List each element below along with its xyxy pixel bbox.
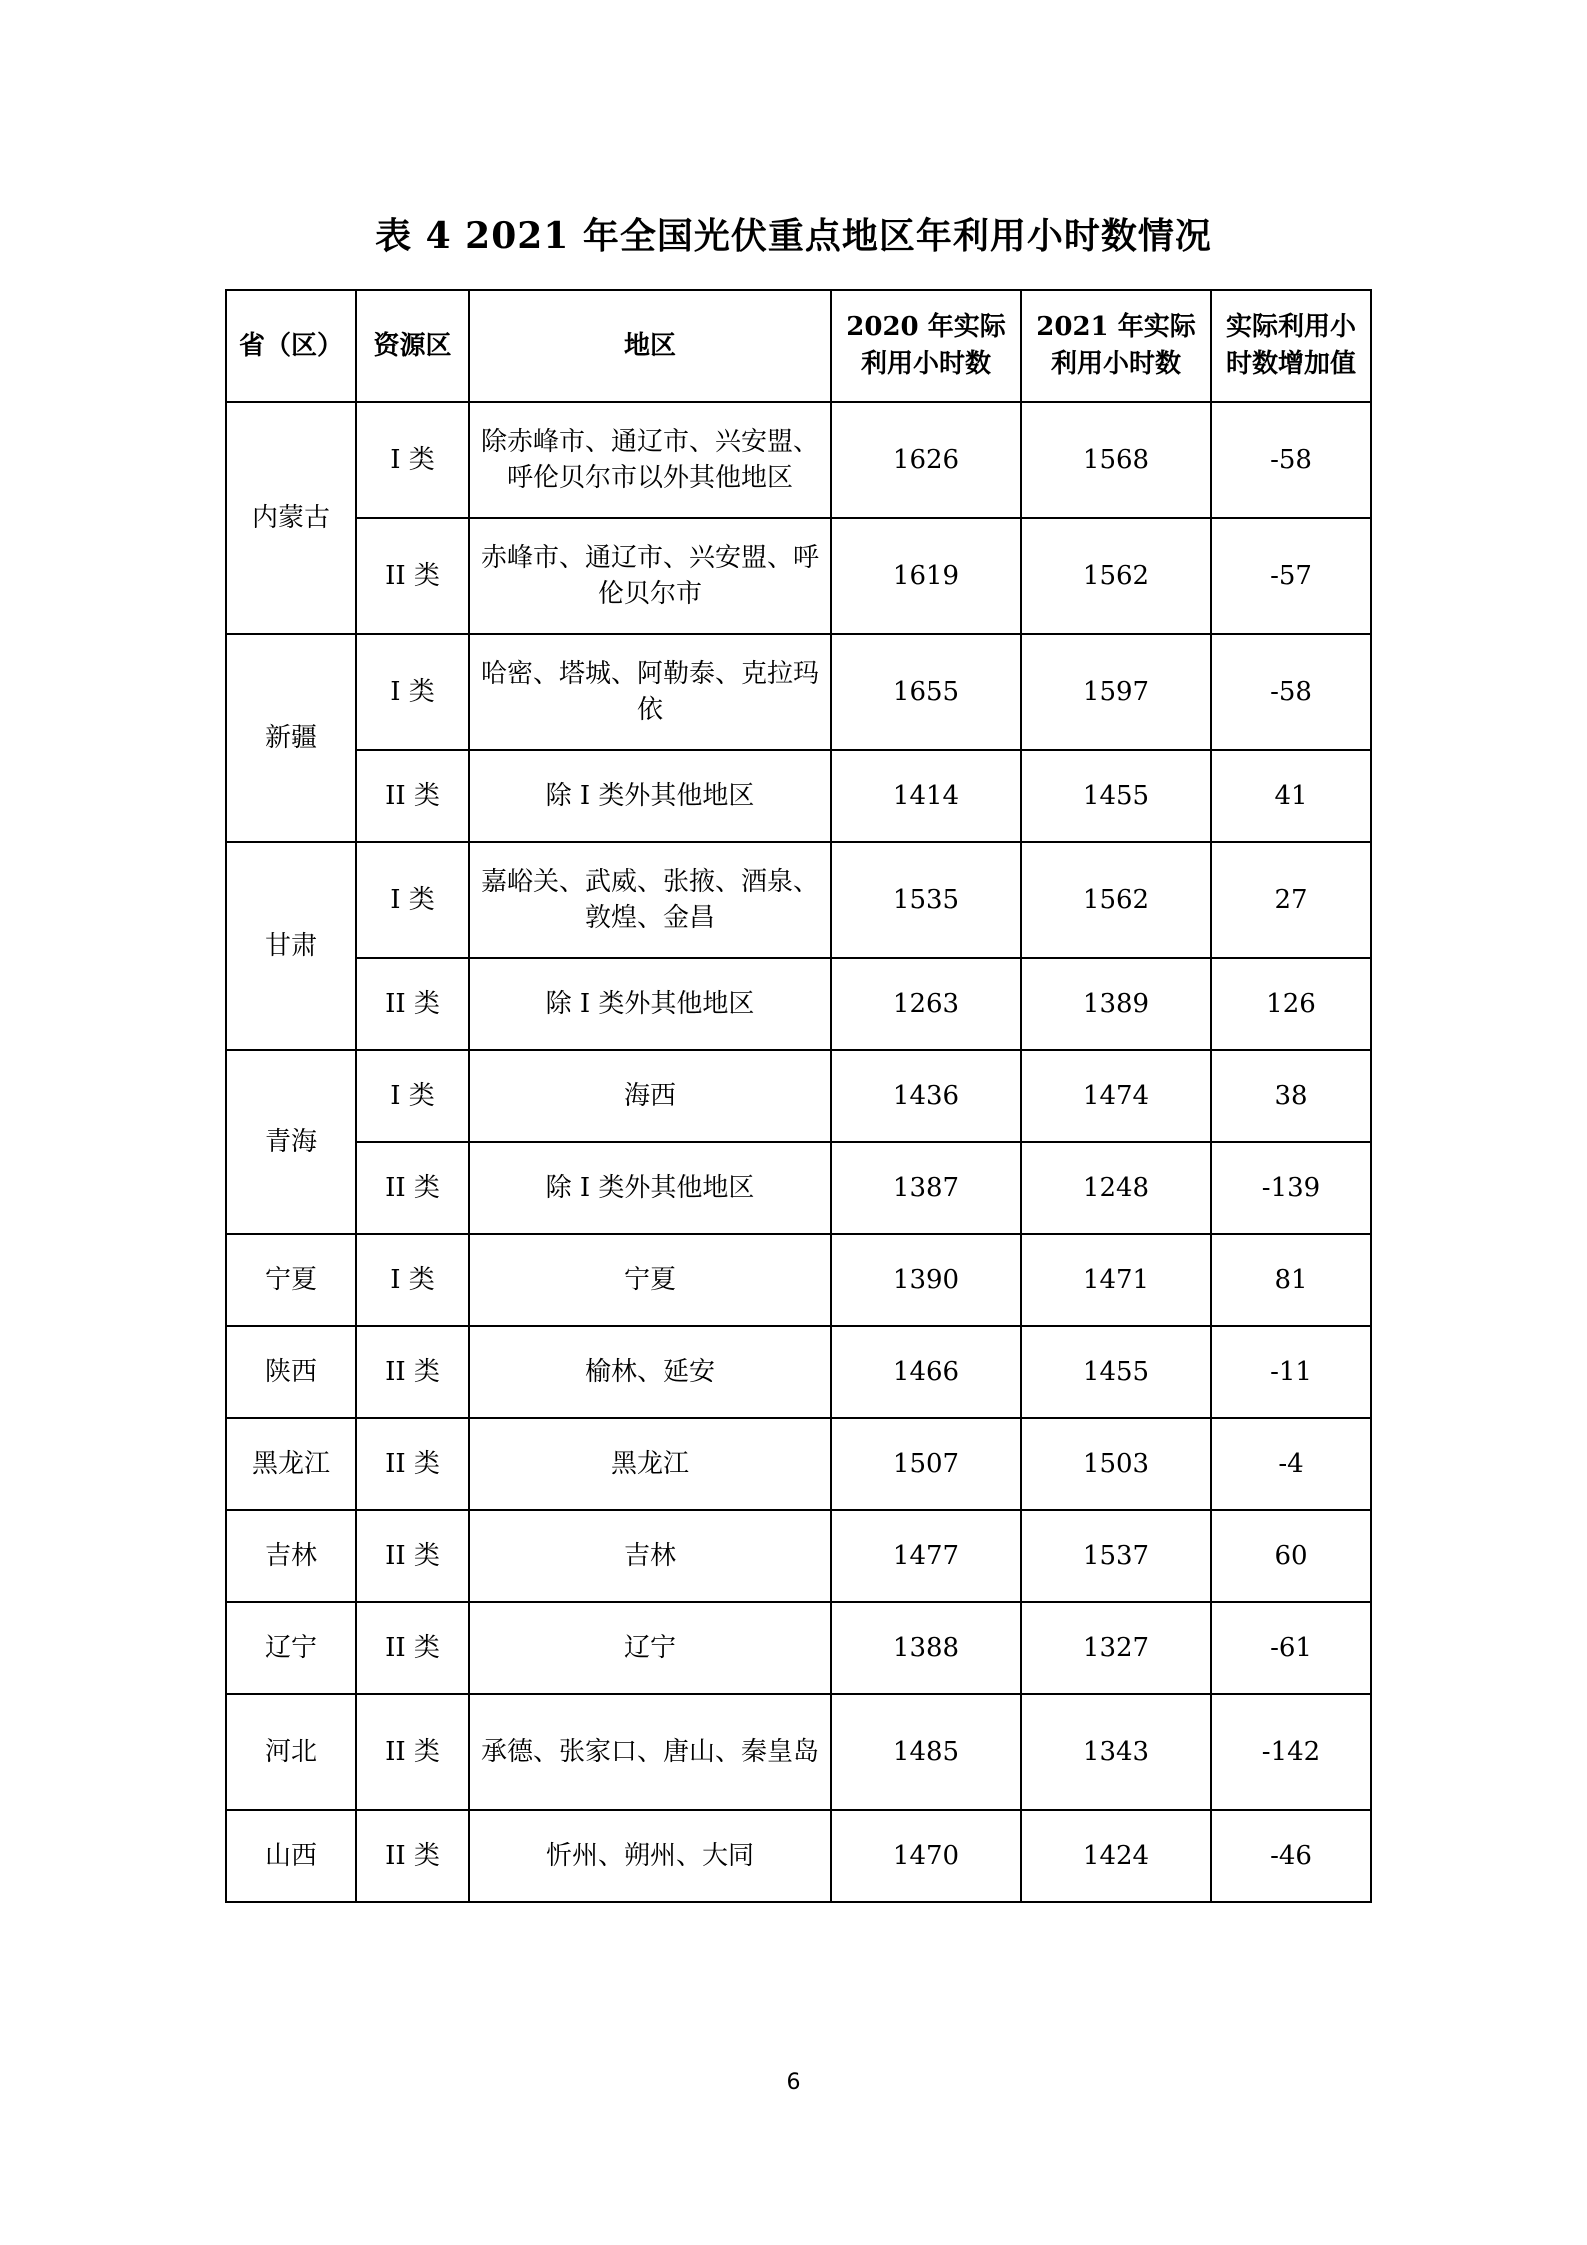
region-cell: 海西 bbox=[469, 1050, 831, 1142]
region-cell: 哈密、塔城、阿勒泰、克拉玛依 bbox=[469, 634, 831, 750]
hours-2020-cell: 1414 bbox=[831, 750, 1021, 842]
increase-cell: 126 bbox=[1211, 958, 1371, 1050]
hours-2021-cell: 1424 bbox=[1021, 1810, 1211, 1902]
table-header-row bbox=[226, 290, 1371, 402]
hours-2021-cell: 1327 bbox=[1021, 1602, 1211, 1694]
zone-cell: II 类 bbox=[356, 750, 469, 842]
zone-cell: II 类 bbox=[356, 518, 469, 634]
increase-cell: 81 bbox=[1211, 1234, 1371, 1326]
utilization-hours-table bbox=[225, 289, 1372, 1903]
hours-2021-cell: 1455 bbox=[1021, 1326, 1211, 1418]
hours-2020-cell: 1655 bbox=[831, 634, 1021, 750]
zone-cell: I 类 bbox=[356, 842, 469, 958]
region-cell: 黑龙江 bbox=[469, 1418, 831, 1510]
province-cell: 青海 bbox=[226, 1050, 356, 1234]
hours-2021-cell: 1389 bbox=[1021, 958, 1211, 1050]
table-row bbox=[226, 518, 1371, 634]
region-cell: 除赤峰市、通辽市、兴安盟、呼伦贝尔市以外其他地区 bbox=[469, 402, 831, 518]
table-row bbox=[226, 1326, 1371, 1418]
province-cell: 陕西 bbox=[226, 1326, 356, 1418]
hours-2021-cell: 1248 bbox=[1021, 1142, 1211, 1234]
increase-cell: -139 bbox=[1211, 1142, 1371, 1234]
table-title: 表 4 2021 年全国光伏重点地区年利用小时数情况 bbox=[375, 215, 1212, 257]
region-cell: 承德、张家口、唐山、秦皇岛 bbox=[469, 1694, 831, 1810]
hours-2020-cell: 1387 bbox=[831, 1142, 1021, 1234]
increase-cell: -58 bbox=[1211, 634, 1371, 750]
province-cell: 新疆 bbox=[226, 634, 356, 842]
zone-cell: I 类 bbox=[356, 1050, 469, 1142]
increase-cell: 38 bbox=[1211, 1050, 1371, 1142]
table-row bbox=[226, 634, 1371, 750]
hours-2021-cell: 1503 bbox=[1021, 1418, 1211, 1510]
increase-cell: 27 bbox=[1211, 842, 1371, 958]
region-cell: 宁夏 bbox=[469, 1234, 831, 1326]
table-row bbox=[226, 402, 1371, 518]
table-row bbox=[226, 1602, 1371, 1694]
table-row bbox=[226, 1234, 1371, 1326]
table-row bbox=[226, 1142, 1371, 1234]
page-number: 6 bbox=[786, 2070, 801, 2095]
region-cell: 除 I 类外其他地区 bbox=[469, 958, 831, 1050]
province-cell: 河北 bbox=[226, 1694, 356, 1810]
increase-cell: -57 bbox=[1211, 518, 1371, 634]
zone-cell: II 类 bbox=[356, 1510, 469, 1602]
zone-cell: II 类 bbox=[356, 958, 469, 1050]
region-cell: 赤峰市、通辽市、兴安盟、呼伦贝尔市 bbox=[469, 518, 831, 634]
province-cell: 内蒙古 bbox=[226, 402, 356, 634]
header-region: 地区 bbox=[469, 290, 831, 402]
increase-cell: -11 bbox=[1211, 1326, 1371, 1418]
table-row bbox=[226, 842, 1371, 958]
province-cell: 辽宁 bbox=[226, 1602, 356, 1694]
zone-cell: II 类 bbox=[356, 1810, 469, 1902]
increase-cell: 41 bbox=[1211, 750, 1371, 842]
table-row bbox=[226, 958, 1371, 1050]
hours-2020-cell: 1485 bbox=[831, 1694, 1021, 1810]
table-row bbox=[226, 750, 1371, 842]
region-cell: 榆林、延安 bbox=[469, 1326, 831, 1418]
hours-2020-cell: 1507 bbox=[831, 1418, 1021, 1510]
hours-2021-cell: 1562 bbox=[1021, 842, 1211, 958]
region-cell: 辽宁 bbox=[469, 1602, 831, 1694]
header-hours-2020: 2020 年实际利用小时数 bbox=[831, 290, 1021, 402]
hours-2020-cell: 1388 bbox=[831, 1602, 1021, 1694]
hours-2021-cell: 1471 bbox=[1021, 1234, 1211, 1326]
table-row bbox=[226, 1694, 1371, 1810]
province-cell: 黑龙江 bbox=[226, 1418, 356, 1510]
hours-2020-cell: 1436 bbox=[831, 1050, 1021, 1142]
hours-2020-cell: 1470 bbox=[831, 1810, 1021, 1902]
zone-cell: II 类 bbox=[356, 1326, 469, 1418]
province-cell: 宁夏 bbox=[226, 1234, 356, 1326]
region-cell: 忻州、朔州、大同 bbox=[469, 1810, 831, 1902]
hours-2021-cell: 1562 bbox=[1021, 518, 1211, 634]
zone-cell: II 类 bbox=[356, 1142, 469, 1234]
province-cell: 甘肃 bbox=[226, 842, 356, 1050]
hours-2020-cell: 1477 bbox=[831, 1510, 1021, 1602]
hours-2021-cell: 1474 bbox=[1021, 1050, 1211, 1142]
table-row bbox=[226, 1418, 1371, 1510]
increase-cell: -142 bbox=[1211, 1694, 1371, 1810]
hours-2021-cell: 1343 bbox=[1021, 1694, 1211, 1810]
header-hours-2021: 2021 年实际利用小时数 bbox=[1021, 290, 1211, 402]
province-cell: 山西 bbox=[226, 1810, 356, 1902]
header-increase: 实际利用小时数增加值 bbox=[1211, 290, 1371, 402]
region-cell: 嘉峪关、武威、张掖、酒泉、敦煌、金昌 bbox=[469, 842, 831, 958]
hours-2020-cell: 1626 bbox=[831, 402, 1021, 518]
header-resource-zone: 资源区 bbox=[356, 290, 469, 402]
hours-2020-cell: 1619 bbox=[831, 518, 1021, 634]
region-cell: 吉林 bbox=[469, 1510, 831, 1602]
province-cell: 吉林 bbox=[226, 1510, 356, 1602]
increase-cell: -58 bbox=[1211, 402, 1371, 518]
hours-2021-cell: 1455 bbox=[1021, 750, 1211, 842]
hours-2020-cell: 1466 bbox=[831, 1326, 1021, 1418]
zone-cell: I 类 bbox=[356, 402, 469, 518]
zone-cell: I 类 bbox=[356, 634, 469, 750]
region-cell: 除 I 类外其他地区 bbox=[469, 1142, 831, 1234]
table-row bbox=[226, 1510, 1371, 1602]
increase-cell: -46 bbox=[1211, 1810, 1371, 1902]
hours-2020-cell: 1263 bbox=[831, 958, 1021, 1050]
table-row bbox=[226, 1050, 1371, 1142]
increase-cell: -4 bbox=[1211, 1418, 1371, 1510]
zone-cell: II 类 bbox=[356, 1694, 469, 1810]
hours-2021-cell: 1537 bbox=[1021, 1510, 1211, 1602]
table-row bbox=[226, 1810, 1371, 1902]
zone-cell: II 类 bbox=[356, 1602, 469, 1694]
increase-cell: -61 bbox=[1211, 1602, 1371, 1694]
increase-cell: 60 bbox=[1211, 1510, 1371, 1602]
hours-2021-cell: 1597 bbox=[1021, 634, 1211, 750]
header-province: 省（区） bbox=[226, 290, 356, 402]
hours-2020-cell: 1535 bbox=[831, 842, 1021, 958]
hours-2021-cell: 1568 bbox=[1021, 402, 1211, 518]
zone-cell: I 类 bbox=[356, 1234, 469, 1326]
zone-cell: II 类 bbox=[356, 1418, 469, 1510]
hours-2020-cell: 1390 bbox=[831, 1234, 1021, 1326]
region-cell: 除 I 类外其他地区 bbox=[469, 750, 831, 842]
